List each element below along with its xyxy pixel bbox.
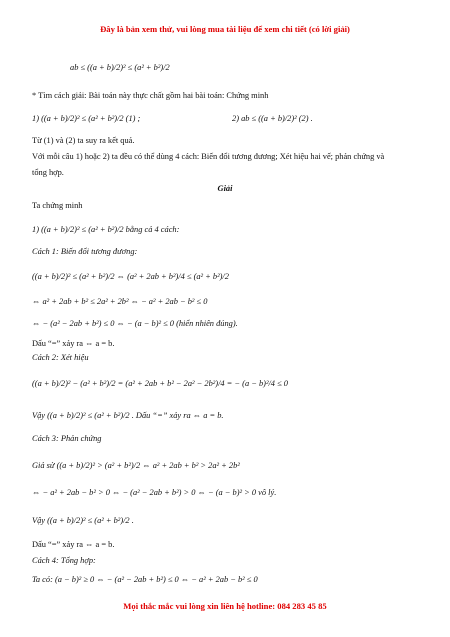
- hotline-banner: Mọi thắc mắc vui lòng xin liên hệ hotline: 084 283 45 85: [123, 601, 327, 611]
- equation-line: Ta có: (a − b)² ≥ 0 ⇔ − (a² − 2ab + b²) ≤ 0 ⇔ − a² + 2ab − b² ≤ 0: [32, 575, 258, 584]
- method-3-heading: Cách 3: Phản chứng: [32, 434, 102, 443]
- equation-line: Vậy ((a + b)/2)² ≤ (a² + b²)/2 . Dấu “=” xảy ra ⇔ a = b.: [32, 411, 224, 420]
- text-line: Từ (1) và (2) ta suy ra kết quả.: [32, 136, 135, 145]
- equation-line: ⇔ − (a² − 2ab + b²) ≤ 0 ⇔ − (a − b)² ≤ 0 (hiển nhiên đúng).: [32, 319, 238, 328]
- text-line: tổng hợp.: [32, 168, 64, 177]
- equation-line: Giả sử ((a + b)/2)² > (a² + b²)/2 ⇔ a² + 2ab + b² > 2a² + 2b²: [32, 461, 240, 470]
- equation-line: ((a + b)/2)² ≤ (a² + b²)/2 ⇔ (a² + 2ab + b²)/4 ≤ (a² + b²)/2: [32, 272, 229, 281]
- text-line: Ta chứng minh: [32, 201, 83, 210]
- equation-line: ⇔ a² + 2ab + b² ≤ 2a² + 2b² ⇔ − a² + 2ab − b² ≤ 0: [32, 297, 208, 306]
- method-4-heading: Cách 4: Tổng hợp:: [32, 556, 96, 565]
- equality-condition: Dấu “=” xảy ra ⇔ a = b.: [32, 339, 115, 348]
- subproblem-1: 1) ((a + b)/2)² ≤ (a² + b²)/2 (1) ;: [32, 114, 141, 123]
- method-2-heading: Cách 2: Xét hiệu: [32, 353, 89, 362]
- method-1-heading: Cách 1: Biến đổi tương đương:: [32, 247, 138, 256]
- equation-line: ((a + b)/2)² − (a² + b²)/2 = (a² + 2ab + b² − 2a² − 2b²)/4 = − (a − b)²/4 ≤ 0: [32, 379, 288, 388]
- subproblem-2: 2) ab ≤ ((a + b)/2)² (2) .: [232, 114, 313, 123]
- equation-line: ⇔ − a² + 2ab − b² > 0 ⇔ − (a² − 2ab + b²) > 0 ⇔ − (a − b)² > 0 vô lý.: [32, 488, 277, 497]
- preview-banner: Đây là bản xem thử, vui lòng mua tài liệu để xem chi tiết (có lời giải): [100, 24, 350, 34]
- text-line: Với mỗi câu 1) hoặc 2) ta đều có thể dùng 4 cách: Biến đổi tương đương; Xét hiệu hai vế; phản chứng và: [32, 152, 385, 161]
- equality-condition: Dấu “=” xảy ra ⇔ a = b.: [32, 540, 115, 549]
- claim-1: 1) ((a + b)/2)² ≤ (a² + b²)/2 bằng cả 4 cách:: [32, 225, 180, 234]
- inequality-statement: ab ≤ ((a + b)/2)² ≤ (a² + b²)/2: [70, 63, 170, 72]
- solution-heading: Giải: [217, 184, 233, 193]
- solution-approach: * Tìm cách giải: Bài toán này thực chất gồm hai bài toán: Chứng minh: [32, 91, 269, 100]
- equation-line: Vậy ((a + b)/2)² ≤ (a² + b²)/2 .: [32, 516, 134, 525]
